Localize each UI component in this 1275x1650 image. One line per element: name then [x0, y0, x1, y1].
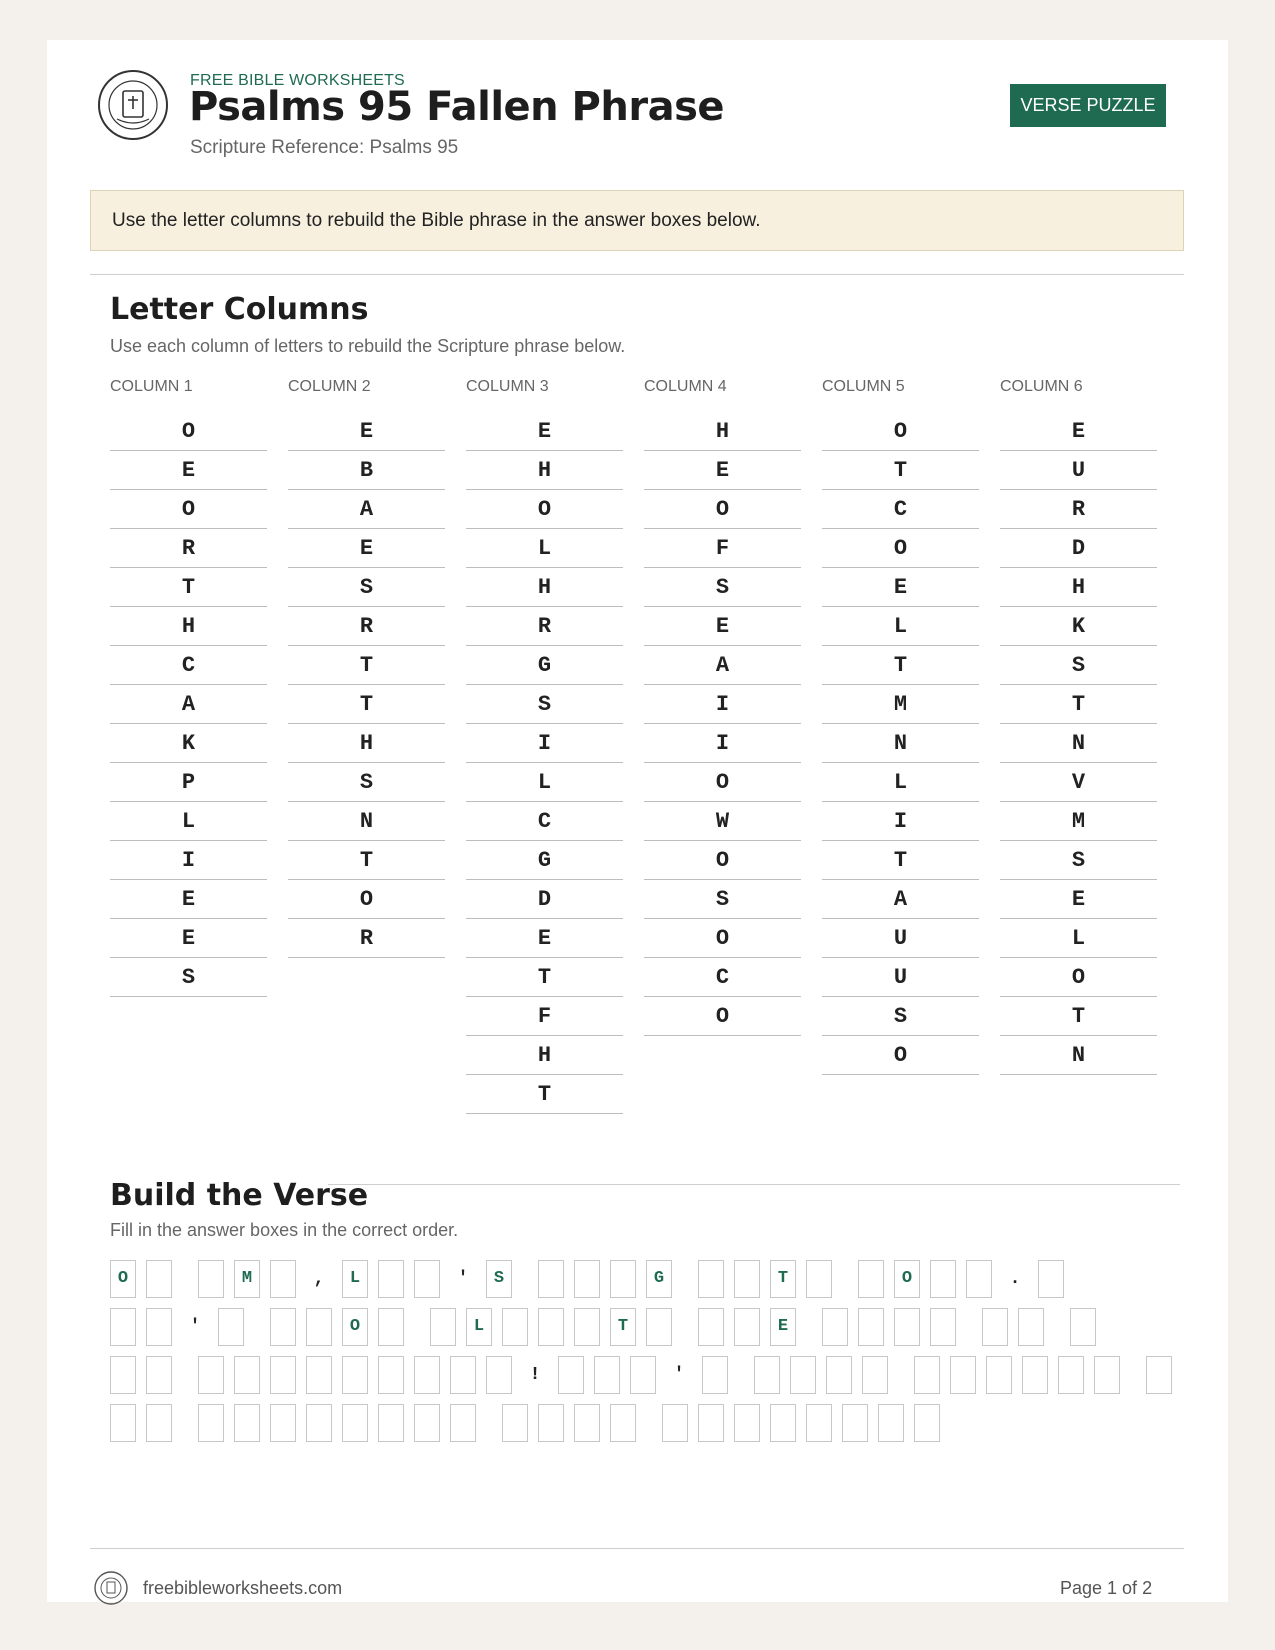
column-letter: O	[466, 490, 623, 529]
column-letter: C	[110, 646, 267, 685]
column-letter: N	[1000, 1036, 1157, 1075]
column-letter: I	[822, 802, 979, 841]
answer-box[interactable]	[966, 1260, 992, 1298]
punctuation: .	[1009, 1269, 1021, 1289]
answer-box[interactable]	[306, 1404, 332, 1442]
footer-site: freebibleworksheets.com	[143, 1578, 343, 1598]
column-letter: A	[644, 646, 801, 685]
answer-box[interactable]	[610, 1260, 636, 1298]
column-letter: E	[466, 412, 623, 451]
answer-box[interactable]	[574, 1260, 600, 1298]
answer-box[interactable]	[450, 1356, 476, 1394]
answer-box[interactable]	[594, 1356, 620, 1394]
column-letter: K	[1000, 607, 1157, 646]
column-letter: I	[466, 724, 623, 763]
answer-box[interactable]	[270, 1308, 296, 1346]
page-title: Psalms 95 Fallen Phrase	[189, 84, 725, 130]
answer-box[interactable]	[430, 1308, 456, 1346]
column-letter: A	[288, 490, 445, 529]
column-letter: L	[1000, 919, 1157, 958]
column-letter: E	[644, 607, 801, 646]
answer-box[interactable]: L	[342, 1260, 368, 1298]
answer-box[interactable]	[822, 1308, 848, 1346]
column-letter: O	[288, 880, 445, 919]
column-letter: O	[822, 1036, 979, 1075]
column-letter: F	[644, 529, 801, 568]
answer-box[interactable]	[930, 1260, 956, 1298]
column-letter: R	[288, 919, 445, 958]
divider	[90, 274, 1184, 275]
column-letter: G	[466, 646, 623, 685]
answer-box[interactable]	[842, 1404, 868, 1442]
answer-box[interactable]: O	[342, 1308, 368, 1346]
column-letter: R	[1000, 490, 1157, 529]
column-letter: T	[466, 1075, 623, 1114]
column-letter: H	[466, 1036, 623, 1075]
answer-box[interactable]	[414, 1404, 440, 1442]
letter-column	[1000, 376, 1157, 1075]
answer-row	[110, 1260, 1074, 1298]
answer-box[interactable]	[754, 1356, 780, 1394]
answer-box[interactable]	[342, 1356, 368, 1394]
answer-box[interactable]	[218, 1308, 244, 1346]
answer-box[interactable]	[790, 1356, 816, 1394]
answer-box[interactable]: E	[770, 1308, 796, 1346]
answer-box[interactable]	[146, 1356, 172, 1394]
answer-box[interactable]	[806, 1404, 832, 1442]
answer-box[interactable]	[270, 1356, 296, 1394]
column-letter: A	[110, 685, 267, 724]
column-letter: O	[110, 490, 267, 529]
answer-box[interactable]	[502, 1308, 528, 1346]
column-letter: O	[1000, 958, 1157, 997]
answer-box[interactable]	[538, 1308, 564, 1346]
column-letter: T	[822, 841, 979, 880]
answer-row	[110, 1308, 1106, 1346]
answer-box[interactable]: L	[466, 1308, 492, 1346]
answer-box[interactable]	[894, 1308, 920, 1346]
column-letter: K	[110, 724, 267, 763]
answer-box[interactable]	[342, 1404, 368, 1442]
answer-box[interactable]	[914, 1356, 940, 1394]
answer-box[interactable]: O	[894, 1260, 920, 1298]
answer-box[interactable]	[630, 1356, 656, 1394]
answer-box[interactable]	[1094, 1356, 1120, 1394]
answer-box[interactable]	[558, 1356, 584, 1394]
punctuation: ,	[313, 1269, 325, 1289]
page-number: Page 1 of 2	[1060, 1578, 1153, 1598]
letter-column	[644, 376, 801, 1036]
column-letter: L	[466, 763, 623, 802]
column-letter: S	[288, 763, 445, 802]
punctuation: '	[189, 1317, 201, 1337]
column-letter: O	[110, 412, 267, 451]
column-letter: U	[1000, 451, 1157, 490]
column-letter: S	[1000, 646, 1157, 685]
column-letter: R	[466, 607, 623, 646]
column-letter: L	[110, 802, 267, 841]
answer-box[interactable]	[806, 1260, 832, 1298]
column-letter: F	[466, 997, 623, 1036]
answer-box[interactable]	[146, 1308, 172, 1346]
answer-box[interactable]	[982, 1308, 1008, 1346]
column-letter: O	[644, 919, 801, 958]
column-letter: R	[110, 529, 267, 568]
punctuation: '	[673, 1365, 685, 1385]
answer-box[interactable]: M	[234, 1260, 260, 1298]
column-letter: B	[288, 451, 445, 490]
answer-box[interactable]	[538, 1260, 564, 1298]
verse-puzzle-badge: VERSE PUZZLE	[1010, 84, 1166, 127]
column-letter: H	[110, 607, 267, 646]
answer-box[interactable]	[826, 1356, 852, 1394]
column-letter: O	[644, 490, 801, 529]
column-letter: S	[644, 568, 801, 607]
column-letter: O	[822, 529, 979, 568]
column-letter: V	[1000, 763, 1157, 802]
letter-columns-description: Use each column of letters to rebuild the Scripture phrase below.	[110, 336, 626, 356]
column-letter: N	[1000, 724, 1157, 763]
column-label: COLUMN 4	[644, 378, 727, 395]
answer-box[interactable]	[110, 1308, 136, 1346]
answer-box[interactable]	[234, 1356, 260, 1394]
column-label: COLUMN 5	[822, 378, 905, 395]
column-letter: P	[110, 763, 267, 802]
answer-box[interactable]	[914, 1404, 940, 1442]
column-letter: L	[466, 529, 623, 568]
column-letter: T	[466, 958, 623, 997]
answer-box[interactable]	[770, 1404, 796, 1442]
answer-box[interactable]	[950, 1356, 976, 1394]
build-verse-heading: Build the Verse	[110, 1178, 369, 1213]
column-letter: H	[288, 724, 445, 763]
answer-box[interactable]	[378, 1356, 404, 1394]
column-letter: E	[110, 451, 267, 490]
column-letter: S	[1000, 841, 1157, 880]
column-letter: I	[644, 724, 801, 763]
column-letter: E	[644, 451, 801, 490]
column-letter: E	[110, 880, 267, 919]
answer-box[interactable]	[146, 1404, 172, 1442]
column-letter: E	[288, 412, 445, 451]
answer-box[interactable]	[734, 1404, 760, 1442]
column-letter: L	[822, 607, 979, 646]
answer-box[interactable]	[306, 1356, 332, 1394]
answer-box[interactable]	[450, 1404, 476, 1442]
column-letter: T	[822, 646, 979, 685]
column-letter: W	[644, 802, 801, 841]
column-letter: S	[110, 958, 267, 997]
answer-box[interactable]	[414, 1356, 440, 1394]
answer-box[interactable]	[646, 1308, 672, 1346]
column-letter: O	[644, 763, 801, 802]
column-letter: M	[822, 685, 979, 724]
divider	[328, 1184, 1180, 1185]
answer-box[interactable]	[306, 1308, 332, 1346]
column-letter: N	[288, 802, 445, 841]
answer-box[interactable]	[1146, 1356, 1172, 1394]
answer-box[interactable]	[270, 1260, 296, 1298]
column-letter: S	[822, 997, 979, 1036]
answer-box[interactable]	[930, 1308, 956, 1346]
column-letter: H	[644, 412, 801, 451]
column-label: COLUMN 6	[1000, 378, 1083, 395]
answer-box[interactable]: G	[646, 1260, 672, 1298]
column-letter: T	[1000, 685, 1157, 724]
column-letter: T	[288, 685, 445, 724]
column-letter: E	[1000, 880, 1157, 919]
column-letter: C	[466, 802, 623, 841]
column-letter: C	[644, 958, 801, 997]
answer-box[interactable]	[378, 1404, 404, 1442]
answer-box[interactable]	[574, 1308, 600, 1346]
answer-box[interactable]	[146, 1260, 172, 1298]
answer-box[interactable]: S	[486, 1260, 512, 1298]
answer-row	[110, 1404, 950, 1442]
column-letter: O	[644, 997, 801, 1036]
column-letter: T	[288, 841, 445, 880]
scripture-reference: Scripture Reference: Psalms 95	[190, 137, 459, 158]
letter-column	[288, 376, 445, 958]
column-letter: T	[288, 646, 445, 685]
answer-box[interactable]	[110, 1356, 136, 1394]
column-letter: S	[466, 685, 623, 724]
answer-box[interactable]	[198, 1404, 224, 1442]
answer-box[interactable]: T	[610, 1308, 636, 1346]
instructions-box	[90, 190, 1184, 251]
answer-box[interactable]	[1058, 1356, 1084, 1394]
answer-box[interactable]	[858, 1260, 884, 1298]
answer-box[interactable]	[862, 1356, 888, 1394]
column-letter: E	[288, 529, 445, 568]
answer-box[interactable]	[610, 1404, 636, 1442]
column-letter: D	[466, 880, 623, 919]
answer-box[interactable]	[734, 1308, 760, 1346]
column-letter: A	[822, 880, 979, 919]
answer-box[interactable]	[662, 1404, 688, 1442]
site-eyebrow: FREE BIBLE WORKSHEETS	[190, 72, 405, 89]
answer-box[interactable]	[1070, 1308, 1096, 1346]
column-letter: G	[466, 841, 623, 880]
answer-box[interactable]	[234, 1404, 260, 1442]
answer-box[interactable]: O	[110, 1260, 136, 1298]
column-label: COLUMN 2	[288, 378, 371, 395]
column-letter: T	[822, 451, 979, 490]
column-label: COLUMN 3	[466, 378, 549, 395]
answer-box[interactable]	[1038, 1260, 1064, 1298]
footer-logo-icon	[93, 1570, 129, 1606]
column-letter: E	[822, 568, 979, 607]
answer-box[interactable]	[574, 1404, 600, 1442]
answer-box[interactable]	[378, 1260, 404, 1298]
column-letter: E	[110, 919, 267, 958]
letter-columns-heading: Letter Columns	[110, 292, 369, 327]
answer-row	[110, 1356, 1182, 1394]
build-verse-description: Fill in the answer boxes in the correct order.	[110, 1220, 459, 1240]
column-letter: I	[110, 841, 267, 880]
answer-box[interactable]	[198, 1260, 224, 1298]
column-letter: S	[644, 880, 801, 919]
punctuation: !	[529, 1365, 541, 1385]
column-letter: L	[822, 763, 979, 802]
column-letter: U	[822, 919, 979, 958]
column-letter: H	[466, 451, 623, 490]
instructions-text: Use the letter columns to rebuild the Bible phrase in the answer boxes below.	[112, 210, 761, 231]
column-label: COLUMN 1	[110, 378, 193, 395]
column-letter: T	[1000, 997, 1157, 1036]
letter-column	[466, 376, 623, 1114]
answer-box[interactable]	[698, 1308, 724, 1346]
answer-box[interactable]	[538, 1404, 564, 1442]
answer-box[interactable]	[986, 1356, 1012, 1394]
column-letter: O	[822, 412, 979, 451]
answer-box[interactable]	[414, 1260, 440, 1298]
column-letter: S	[288, 568, 445, 607]
answer-box[interactable]	[502, 1404, 528, 1442]
answer-box[interactable]	[270, 1404, 296, 1442]
column-letter: I	[644, 685, 801, 724]
column-letter: E	[1000, 412, 1157, 451]
column-letter: R	[288, 607, 445, 646]
column-letter: H	[466, 568, 623, 607]
letter-column	[110, 376, 267, 997]
column-letter: C	[822, 490, 979, 529]
answer-box[interactable]	[734, 1260, 760, 1298]
column-letter: U	[822, 958, 979, 997]
answer-box[interactable]	[698, 1260, 724, 1298]
letter-column	[822, 376, 979, 1075]
logo-icon	[97, 69, 169, 141]
column-letter: O	[644, 841, 801, 880]
column-letter: E	[466, 919, 623, 958]
answer-box[interactable]	[198, 1356, 224, 1394]
answer-box[interactable]	[698, 1404, 724, 1442]
footer-divider	[90, 1548, 1184, 1549]
column-letter: M	[1000, 802, 1157, 841]
answer-box[interactable]	[486, 1356, 512, 1394]
answer-box[interactable]: T	[770, 1260, 796, 1298]
column-letter: T	[110, 568, 267, 607]
answer-box[interactable]	[110, 1404, 136, 1442]
answer-box[interactable]	[878, 1404, 904, 1442]
column-letter: H	[1000, 568, 1157, 607]
answer-box[interactable]	[858, 1308, 884, 1346]
answer-box[interactable]	[378, 1308, 404, 1346]
answer-box[interactable]	[1018, 1308, 1044, 1346]
column-letter: D	[1000, 529, 1157, 568]
answer-box[interactable]	[702, 1356, 728, 1394]
punctuation: '	[457, 1269, 469, 1289]
column-letter: N	[822, 724, 979, 763]
answer-box[interactable]	[1022, 1356, 1048, 1394]
